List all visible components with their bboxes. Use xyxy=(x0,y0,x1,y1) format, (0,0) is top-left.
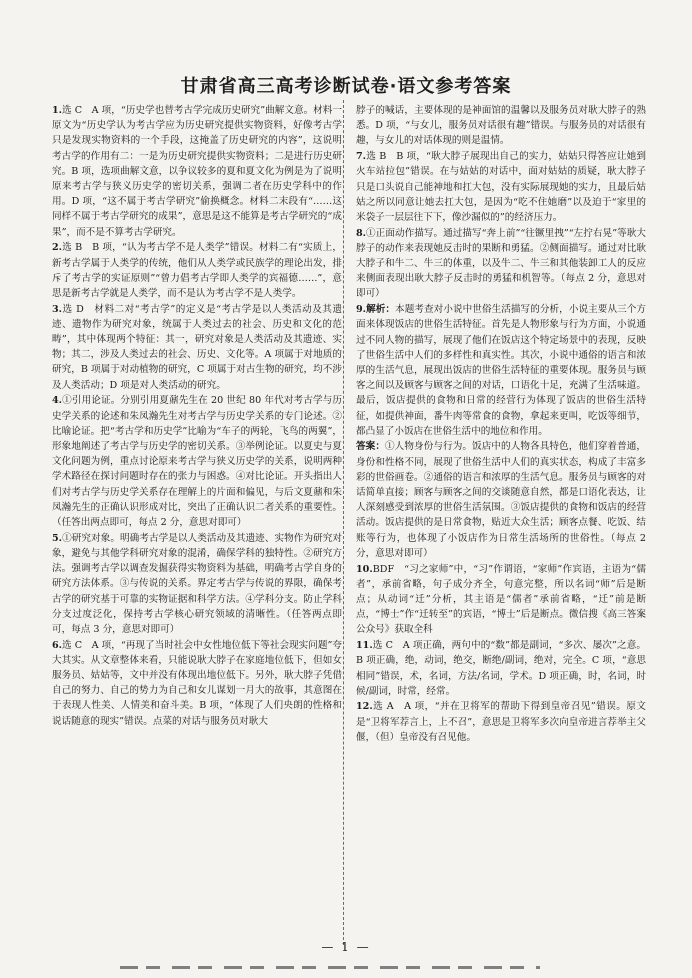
item-text: ①正面动作描写。通过描写“奔上前”“往镢里拽”“左拧右晃”等耿大脖子的动作来表现她反击时的果断和勇猛。②侧面描写。通过对比耿大脖子和牛二、牛三的体重，以及牛二、牛三和其他装卸工人的反应来侧面表现出耿大脖子反击时的勇猛和机智等。（每点 2 分，意思对即可） xyxy=(356,227,646,300)
item-text: 选 D 材料二对“考古学”的定义是“考古学是以人类活动及其遗迹、遗物作为研究对象，统属于人类过去的社会、历史和文化的范畴”，其中体现两个特征：其一，研究对象是人类活动及其遗迹、实物；其二，涉及人类过去的社会、历史、文化等。A 项属于对地质的研究，B 项属于对动植物的研究，C 项属于对古生物的研究，均不涉及人类活动；D 项是对人类活动的研究。 xyxy=(52,303,342,391)
answer-item-4 xyxy=(52,393,342,530)
answer-item-11 xyxy=(356,638,646,699)
answer-item-7 xyxy=(356,149,646,225)
left-column xyxy=(52,103,342,935)
item-number: 2. xyxy=(52,242,63,254)
answer-item-6-continued: 脖子的喊话，主要体现的是神面馆的温馨以及服务员对耿大脖子的熟悉。D 项，“与女儿，服务员对话很有趣”错误。与服务员的对话很有趣，与女儿的对话体现的则是温情。 xyxy=(356,105,646,147)
item-text: 选 A A 项，“并在卫将军的帮助下得到皇帝召见”错误。原文是“卫将军荐言上，上不召”，意思是卫将军多次向皇帝进言荐举主父偃，（但）皇帝没有召见他。 xyxy=(356,701,646,743)
answer-text: ①人物身份与行为。饭店中的人物各具特色，他们穿着普通，身份和性格不同，展现了世俗生活中人们的真实状态，构成了丰富多彩的世俗画卷。②通俗的语言和浓厚的生活气息。服务员与顾客的对话简单直接；顾客与顾客之间的交谈随意自然，都是口语化表达，让人深刻感受到浓厚的世俗生活氛围。③饭店提供的食物和饭店的经营活动。饭店提供的是日常食物，贴近大众生活；顾客点餐、吃饭、结账等行为，也体现了小饭店作为日常生活场所的世俗性。（每点 2 分，意思对即可） xyxy=(356,441,646,559)
answer-item-3 xyxy=(52,302,342,393)
item-text: 选 B B 项，“耿大脖子展现出自己的实力，姑姑只得答应让她到火车站拉包”错误。在与姑姑的对话中，面对姑姑的质疑，耿大脖子只是口头说自己能神地和扛大包，没有实际展现她的实力，且最后姑姑之所以同意让她去扛大包，是因为“吃不住她磨”以及迫于“家里的米袋子一层层往下下，像沙漏似的”的经济压力。 xyxy=(356,151,646,223)
item-number: 1. xyxy=(52,105,63,116)
item-text: 选 C A 项，“历史学也替考古学完成历史研究”曲解文意。材料一原文为“历史学认为考古学应为历史研究提供实物资料，好像考古学只是发现实物资料的一个手段，这掩盖了历史研究的内容”，这说明考古学的作用有二：一是为历史研究提供实物资料；二是进行历史研究。B 项，选项曲解文意，以争议较多的夏和夏文化为例是为了说明原来考古学与狭义历史学的密切关系，强调二者在历史学科中的作用。D 项，“这不属于考古学研究”偷换概念。材料二末段有“……这同样不属于考古学研究的成果”，意思是这不能算是考古学研究的“成果”，而不是不算考古学研究。 xyxy=(52,105,342,238)
column-divider xyxy=(343,100,344,945)
item-number: 3. xyxy=(52,303,63,315)
answer-item-2 xyxy=(52,240,342,301)
answer-item-9 xyxy=(356,302,646,439)
page-title: 甘肃省高三高考诊断试卷·语文参考答案 xyxy=(180,76,512,97)
answer-label: 答案： xyxy=(356,441,386,453)
item-text: ①研究对象。明确考古学是以人类活动及其遗迹、实物作为研究对象，避免与其他学科研究对象的混淆，确保学科的独特性。②研究方法。强调考古学以调查发掘获得实物资料为基础，明确考古学自身的研究方法体系。③与传说的关系。界定考古学与传说的界限，确保考古学的研究基于可靠的实物证据和科学方法。④学科分支。防止学科分支过度泛化，保持考古学核心研究领域的清晰性。（任答两点即可，每点 3 分，意思对即可） xyxy=(52,532,342,635)
item-text: BDF “习之家师”中，“习”作谓语，“家师”作宾语，主语为“儒者”，承前省略，句子成分齐全，句意完整，所以名词“师”后是断点；从动词“迁”分析，其主语是“儒者”承前省略，“迁”前是断点，“博士”作“迁转至”的宾语，“博士”后是断点。微信搜《高三答案公众号》获取全科 xyxy=(356,563,646,636)
answer-item-9-answer xyxy=(356,439,646,561)
item-number: 4. xyxy=(52,395,63,407)
answer-item-5 xyxy=(52,531,342,637)
item-number: 10. xyxy=(356,563,373,575)
item-text: 本题考查对小说中世俗生活描写的分析，小说主要从三个方面来体现饭店的世俗生活特征。首先是人物形象与行为方面，小说通过不同人物的描写，展现了他们在饭店这个特定场景中的表现，反映了世俗生活中人们的多样性和真实性。其次，小说中通俗的语言和浓厚的生活气息，展现出饭店的世俗生活特征的重要体现。服务员与顾客之间以及顾客与顾客之间的对话，口语化十足，充满了生活味道。最后，饭店提供的食物和日常的经营行为体现了饭店的世俗生活特征，如提供神面，番牛肉等常食的食物，拿起来更叫，吃饭等细节，都凸显了小饭店在世俗生活中的地位和作用。 xyxy=(356,304,646,437)
page-number: — 1 — xyxy=(321,940,371,954)
answer-item-1 xyxy=(52,103,342,240)
item-text: 选 B B 项，“认为考古学不是人类学”错误。材料二有“实质上，新考古学属于人类学的传统，他们从人类学或民族学的理论出发，排斥了考古学的实证原则”“曾力倡考古学即人类学的宾福德……”，意思是新考古学就是人类学，而不是认为考古学不是人类学。 xyxy=(52,242,342,299)
item-text: ①引用论证。分别引用夏鼐先生在 20 世纪 80 年代对考古学与历史学关系的论述和朱凤瀚先生对考古学与历史学关系的专门论述。②比喻论证。把“考古学和历史学”比喻为“车子的两轮，飞鸟的两翼”，形象地阐述了考古学与历史学的密切关系。③举例论证。以夏史与夏文化问题为例，重点讨论原来考古学与狭义历史学的关系，说明两种学术路径在探讨问题时存在的张力与困惑。④对比论证。开头指出人们对考古学与历史学关系存在理解上的片面和偏见，与后文夏鼐和朱凤瀚先生的正确认识形成对比，突出了正确认识二者关系的重要性。（任答出两点即可，每点 2 分，意思对即可） xyxy=(52,395,342,528)
right-column xyxy=(356,103,646,935)
item-number: 11. xyxy=(356,640,373,652)
scan-artifact-line xyxy=(120,966,540,969)
item-number: 12. xyxy=(356,701,373,713)
item-number: 7. xyxy=(356,151,367,163)
item-number: 6. xyxy=(52,639,63,651)
item-text: 选 C A 项，“再现了当时社会中女性地位低下等社会现实问题”夸大其实。从文章整体来看，只能说耿大脖子在家庭地位低下，但如女服务员、姑姑等，文中并没有体现出地位低下。另外，耿大脖子凭借自己的努力、自己的势力为自己和女儿谋划一月大的故事，其意图在于表现人性美、人情美和奋斗美。B 项，“体现了人们央朗的性格和说话随意的现实”错误。点菜的对话与服务员对耿大 xyxy=(52,639,342,727)
answer-item-10 xyxy=(356,562,646,638)
answer-item-8 xyxy=(356,226,646,302)
item-number: 8. xyxy=(356,227,367,239)
answer-item-12 xyxy=(356,699,646,745)
item-number: 5. xyxy=(52,532,63,544)
parse-label: 解析： xyxy=(366,304,396,316)
item-number: 9. xyxy=(356,304,367,316)
item-text: 选 C A 项正确，两句中的“数”都是副词，“多次、屡次”之意。B 项正确，绝，动词，绝交，断绝/副词，绝对，完全。C 项，“意思相同”错误，术，名词，方法/名词，学术。D 项正确，时，名词，时候/副词，时常，经常。 xyxy=(356,640,646,697)
answer-item-6 xyxy=(52,638,342,729)
